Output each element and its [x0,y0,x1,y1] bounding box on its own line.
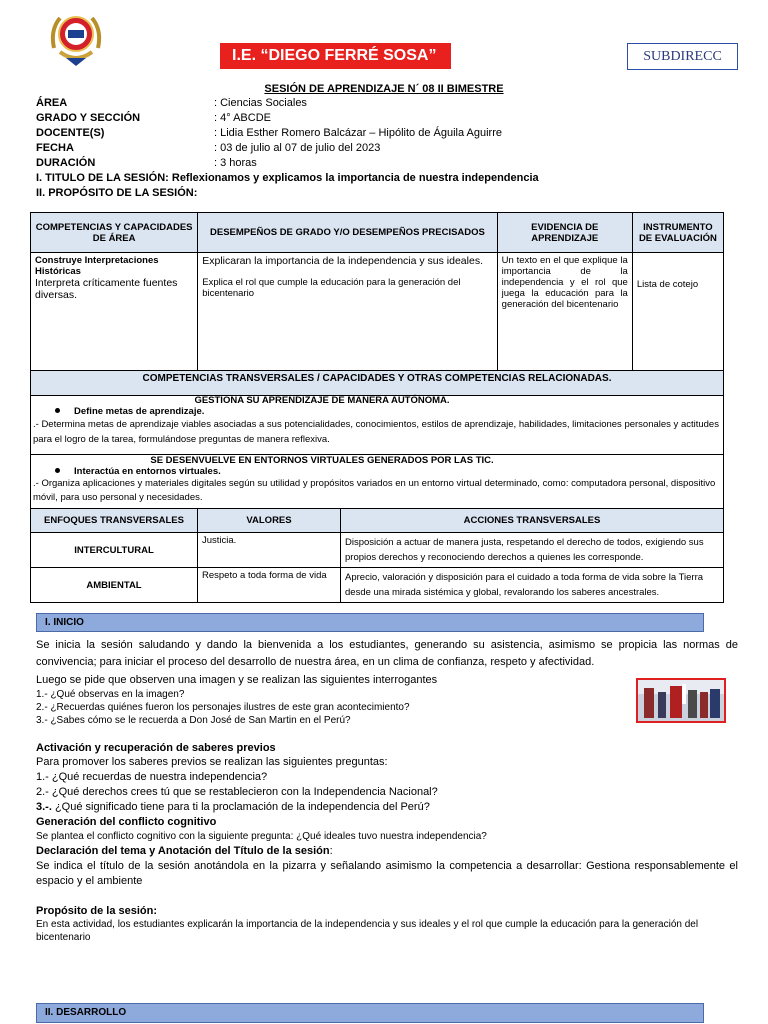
activacion-intro: Para promover los saberes previos se realizan las siguientes preguntas: [36,756,388,768]
conflicto-heading: Generación del conflicto cognitivo [36,816,217,828]
declaracion-heading: Declaración del tema y Anotación del Título de la sesión: [36,845,333,857]
cell-desempenos: Explicaran la importancia de la independencia y sus ideales. Explica el rol que cumple la educación para la generación del bicentenario [198,253,497,371]
valor-respeto: Respeto a toda forma de vida [198,568,341,603]
header-evidencia: EVIDENCIA DE APRENDIZAJE [497,213,632,253]
inicio-intro: Se inicia la sesión saludando y dando la bienvenida a los estudiantes, generando su asistencia, asimismo se propicia las normas de convivencia; para iniciar el proceso del desarrollo de nuestra área, en un clima de confianza, respeto y afectividad. [36,639,738,668]
desarrollo-heading: II. DESARROLLO [36,1003,704,1023]
valor-justicia: Justicia. [198,533,341,568]
activacion-q1: 1.- ¿Qué recuerdas de nuestra independencia? [36,771,268,783]
header-instrumento: INSTRUMENTO DE EVALUACIÓN [632,213,723,253]
proposito-heading: Propósito de la sesión: [36,905,158,917]
school-name-banner: I.E. “DIEGO FERRÉ SOSA” [220,43,451,69]
header-valores: VALORES [198,509,341,533]
independence-image [636,678,726,723]
accion-ambiental: Aprecio, valoración y disposición para el cuidado a toda forma de vida sobre la Tierra desde una mirada sistémica y global, revalorando los saberes ancestrales. [341,568,724,603]
cell-instrumento: Lista de cotejo [632,253,723,371]
header-enfoques: ENFOQUES TRANSVERSALES [31,509,198,533]
declaracion-text: Se indica el título de la sesión anotándola en la pizarra y señalando asimismo la competencia a desarrollar: Gestiona responsablemente el espacio y el ambiente [36,860,738,887]
transversal-comp2: SE DESENVUELVE EN ENTORNOS VIRTUALES GENERADOS POR LAS TIC. Interactúa en entornos virtuales. .- Organiza aplicaciones y materiales digitales según su utilidad y propósitos variados en un entorno virtual determinado, como: computadora personal, dispositivo móvil, para uso personal y necesidades. [30,454,724,510]
enfoques-table [30,508,724,603]
bullet-icon [55,408,60,413]
competencias-table [30,212,724,371]
meta-grado: GRADO Y SECCIÓN : 4° ABCDE [36,112,271,124]
inicio-question-1: 1.- ¿Qué observas en la imagen? [36,689,185,700]
accion-intercultural: Disposición a actuar de manera justa, respetando el derecho de todos, exigiendo sus propios derechos y reconociendo derechos a quienes les corresponde. [341,533,724,568]
transversal-heading: COMPETENCIAS TRANSVERSALES / CAPACIDADES Y OTRAS COMPETENCIAS RELACIONADAS. [30,370,724,396]
proposito-text: En esta actividad, los estudiantes explicarán la importancia de la independencia y sus ideales y el rol que cumple la educación para la generación del bicentenario [36,919,699,943]
header-acciones: ACCIONES TRANSVERSALES [341,509,724,533]
cell-competencia: Construye Interpretaciones Históricas Interpreta críticamente fuentes diversas. [31,253,198,371]
activacion-heading: Activación y recuperación de saberes previos [36,742,276,754]
cell-evidencia: Un texto en el que explique la importancia de la independencia y el rol que juega la educación para la generación del bicentenario [497,253,632,371]
enfoque-intercultural: INTERCULTURAL [31,533,198,568]
session-title: SESIÓN DE APRENDIZAJE N´ 08 II BIMESTRE [264,83,504,95]
meta-area: ÁREA : Ciencias Sociales [36,97,307,109]
school-logo [48,8,104,70]
activacion-q3: 3.-. ¿Qué significado tiene para ti la proclamación de la independencia del Perú? [36,801,430,813]
inicio-heading: I. INICIO [36,613,704,632]
bullet-icon [55,468,60,473]
session-topic: I. TITULO DE LA SESIÓN: Reflexionamos y explicamos la importancia de nuestra independencia [36,172,539,184]
conflicto-text: Se plantea el conflicto cognitivo con la siguiente pregunta: ¿Qué ideales tuvo nuestra independencia? [36,831,487,842]
subdireccion-box: SUBDIRECC [627,43,738,70]
meta-duracion: DURACIÓN : 3 horas [36,157,257,169]
activacion-q2: 2.- ¿Qué derechos crees tú que se restablecieron con la Independencia Nacional? [36,786,438,798]
inicio-image-prompt: Luego se pide que observen una imagen y se realizan las siguientes interrogantes [36,674,438,686]
inicio-question-3: 3.- ¿Sabes cómo se le recuerda a Don José de San Martin en el Perú? [36,715,351,726]
header-competencias: COMPETENCIAS Y CAPACIDADES DE ÁREA [31,213,198,253]
enfoque-ambiental: AMBIENTAL [31,568,198,603]
meta-docente: DOCENTE(S) : Lidia Esther Romero Balcázar – Hipólito de Águila Aguirre [36,127,502,139]
transversal-comp1: GESTIONA SU APRENDIZAJE DE MANERA AUTÓNOMA. Define metas de aprendizaje. .- Determina metas de aprendizaje viables asociadas a sus potencialidades, conocimientos, estilos de aprendizaje, habilidades, limitaciones personales y actitudes para el logro de la tarea, formulándose preguntas de manera reflexiva. [30,395,724,455]
inicio-question-2: 2.- ¿Recuerdas quiénes fueron los personajes ilustres de este gran acontecimiento? [36,702,410,713]
purpose-heading: II. PROPÓSITO DE LA SESIÓN: [36,187,198,199]
meta-fecha: FECHA : 03 de julio al 07 de julio del 2023 [36,142,381,154]
header-desempenos: DESEMPEÑOS DE GRADO Y/O DESEMPEÑOS PRECISADOS [198,213,497,253]
